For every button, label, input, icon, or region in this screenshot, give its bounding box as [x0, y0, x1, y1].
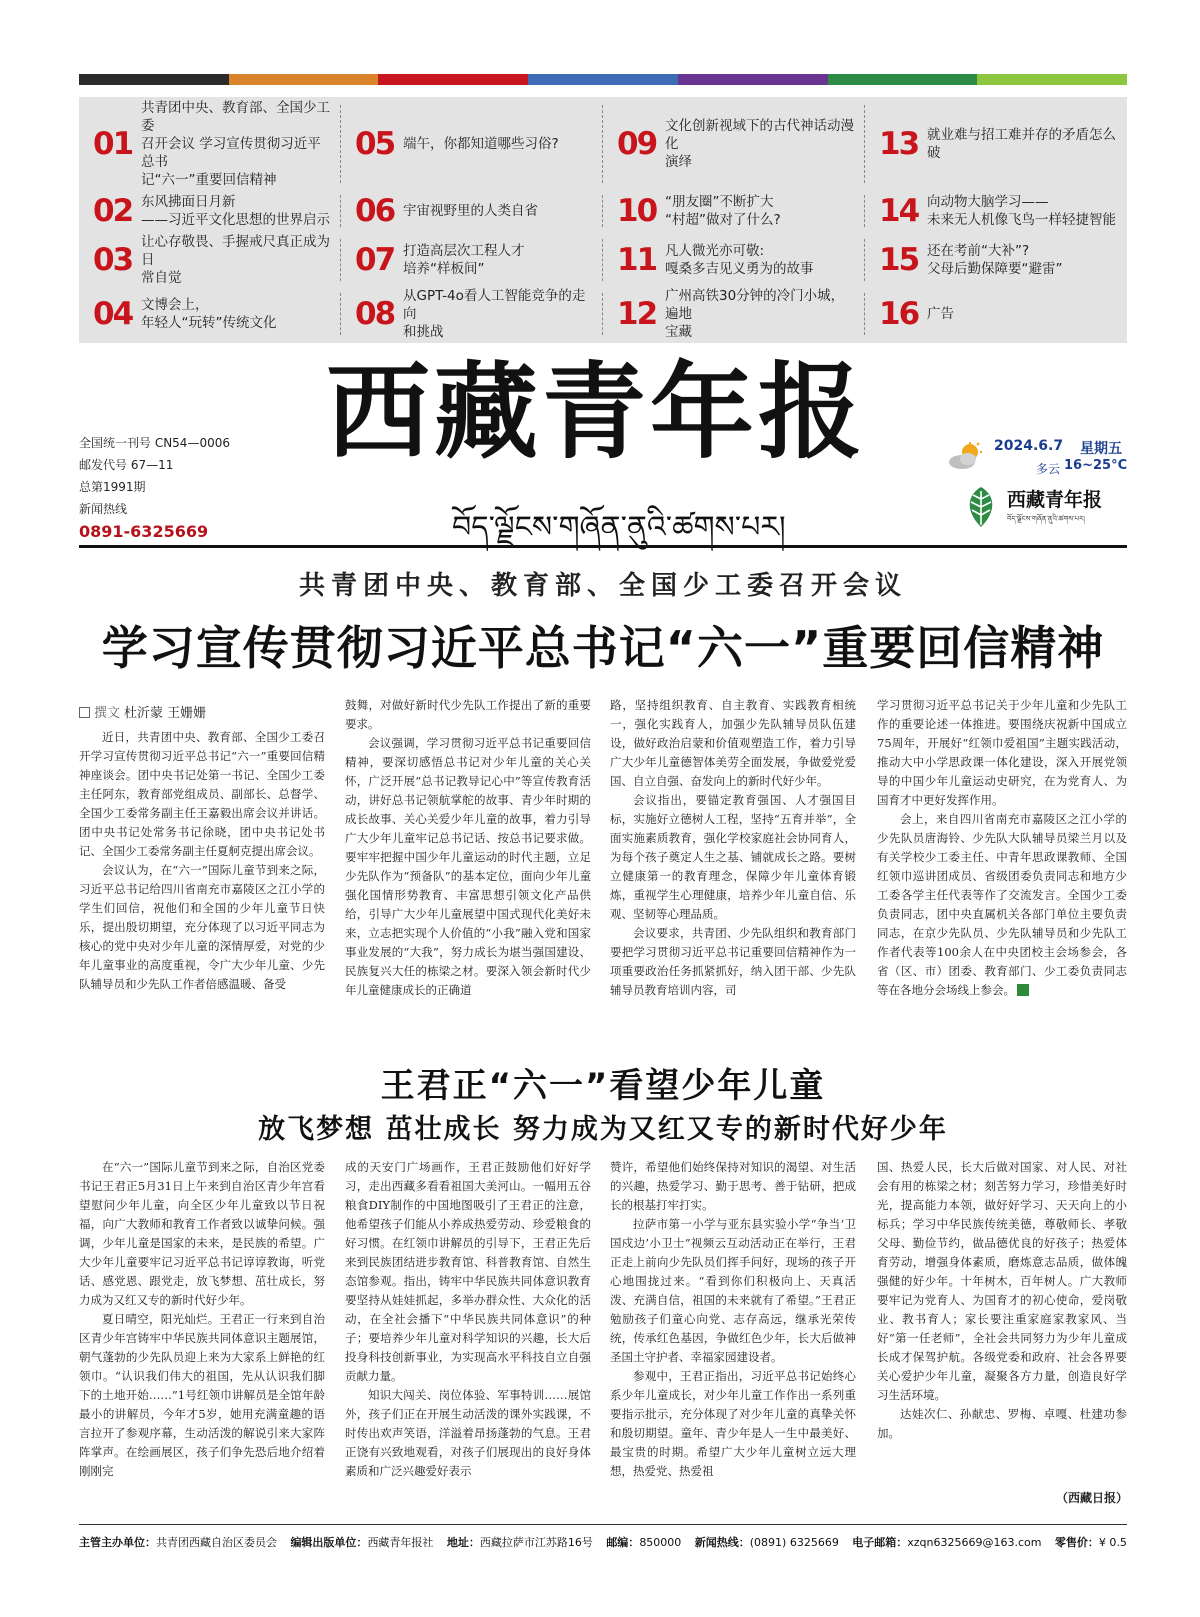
weather-condition: 多云 — [1036, 462, 1061, 476]
toc-title: 文化创新视域下的古代神话动漫化 演绎 — [665, 118, 854, 170]
issn-line: 全国统一刊号 CN54—0006 — [79, 436, 230, 450]
footer-address: 地址：西藏拉萨市江苏路16号 — [446, 1536, 593, 1549]
toc-item-09[interactable] — [603, 99, 865, 189]
article1-column-3 — [610, 696, 856, 1034]
toc-page-number: 11 — [617, 242, 657, 278]
toc-page-number: 08 — [355, 296, 395, 332]
paragraph: 国、热爱人民，长大后做对国家、对人民、对社会有用的栋梁之材；刻苦努力学习，珍惜美好时光，提高能力本领，做好好学习、天天向上的小标兵；学习中华民族传统美德，尊敬师长、孝敬父母、勤俭节约，做品德优良的好孩子；热爱体育劳动，增强身体素质，磨炼意志品质，做体魄强健的好少年。十年树木，百年树人。广大教师要牢记为党育人、为国育才的初心使命，爱岗敬业、教书育人；家长要注重家庭家教家风、当好“第一任老师”，全社会共同努力为少年儿童成长成才保驾护航。各级党委和政府、社会各界要关心爱护少年儿童，凝聚各方力量，创造良好学习生活环境。 — [877, 1160, 1127, 1402]
paragraph: 成的天安门广场画作，王君正鼓励他们好好学习，走出西藏多看看祖国大美河山。一幅用五谷粮食DIY制作的中国地图吸引了王君正的注意，他希望孩子们能从小养成热爱劳动、珍爱粮食的好习惯。在红领巾讲解员的引导下，王君正先后来到民族团结进步教育馆、科普教育馆、自然生态馆参观。指出，铸牢中华民族共同体意识教育要坚持从娃娃抓起，多举办群众性、大众化的活动，在全社会播下“中华民族共同体意识”的种子；要培养少年儿童对科学知识的兴趣，长大后投身科技创新事业，为实现高水平科技自立自强贡献力量。 — [345, 1160, 591, 1383]
leaf-logo-icon — [963, 485, 999, 529]
byline-authors: 杜沂蒙 王姗姗 — [124, 706, 207, 721]
paragraph: 会议要求，共青团、少先队组织和教育部门要把学习贯彻习近平总书记重要回信精神作为一项重要政治任务抓紧抓好，纳入团干部、少先队辅导员教育培训内容，司 — [610, 926, 856, 997]
toc-item-07[interactable] — [341, 233, 603, 287]
issue-date: 2024.6.7 — [994, 438, 1064, 454]
toc-page-number: 05 — [355, 126, 395, 162]
article1-column-2 — [345, 696, 591, 1034]
footer-editor: 编辑出版单位：西藏青年报社 — [290, 1536, 434, 1549]
paragraph: 学习贯彻习近平总书记关于少年儿童和少先队工作的重要论述一体推进。要围绕庆祝新中国成立75周年，开展好“红领巾爱祖国”主题实践活动，推动大中小学思政课一体化建设，深入开展党领导的中国少年儿童运动史研究，在为党育人、为国育才中更好发挥作用。 — [877, 698, 1127, 807]
paragraph: 近日，共青团中央、教育部、全国少工委召开学习宣传贯彻习近平总书记“六一”重要回信精神座谈会。团中央书记处第一书记、全国少工委主任阿东，教育部党组成员、副部长、总督学、全国少工委常务副主任王嘉毅出席会议并讲话。团中央书记处常务书记徐晓，团中央书记处书记、全国少工委常务副主任夏舸克提出席会议。 — [79, 730, 325, 858]
end-mark-icon — [1017, 984, 1029, 996]
footer-price: 零售价：¥ 0.5 — [1054, 1536, 1127, 1549]
color-bar-segment — [229, 74, 379, 85]
toc-page-number: 16 — [879, 296, 919, 332]
toc-item-10[interactable] — [603, 189, 865, 233]
table-of-contents — [79, 97, 1127, 343]
byline-label: 撰文 — [94, 706, 121, 721]
toc-item-03[interactable] — [79, 233, 341, 287]
color-bar-segment — [79, 74, 229, 85]
footer-email[interactable]: 电子邮箱：xzqn6325669@163.com — [852, 1536, 1042, 1549]
toc-page-number: 06 — [355, 193, 395, 229]
toc-item-08[interactable] — [341, 287, 603, 341]
color-bar-segment — [977, 74, 1127, 85]
toc-title: 广州高铁30分钟的冷门小城，遍地 宝藏 — [665, 288, 845, 340]
toc-page-number: 12 — [617, 296, 657, 332]
toc-item-16[interactable] — [865, 287, 1127, 341]
paragraph: 会上，来自四川省南充市嘉陵区之江小学的少先队员唐海铃、少先队大队辅导员梁兰月以及有关学校少工委主任、中青年思政课教师、全国红领巾巡讲团成员、省级团委负责同志和地方少工委各学主任代表等作了交流发言。全国少工委负责同志，团中央直属机关各部门单位主要负责同志，在京少先队员、少先队辅导员和少先队工作者代表等100余人在中央团校主会场参会，各省（区、市）团委、教育部门、少工委负责同志等在各地分会场线上参会。 — [877, 812, 1127, 997]
footer-zip: 邮编：850000 — [606, 1536, 682, 1549]
paragraph: 路，坚持组织教育、自主教育、实践教育相统一，强化实践育人，加强少先队辅导员队伍建设，做好政治启蒙和价值观塑造工作，着力引导广大少年儿童德智体美劳全面发展，争做爱党爱国、自立自强、奋发向上的新时代好少年。 — [610, 698, 856, 788]
paragraph: 拉萨市第一小学与亚东县实验小学“争当‘卫国戍边’小卫士”视频云互动活动正在举行，王君正走上前向少先队员们挥手问好，现场的孩子开心地围拢过来。“看到你们积极向上、天真活泼、充满自信，祖国的未来就有了希望。”王君正勉励孩子们童心向党、志存高远，继承光荣传统，传承红色基因，争做红色少年，长大后做神圣国土守护者、幸福家园建设者。 — [610, 1217, 856, 1364]
article2-headline: 王君正“六一”看望少年儿童 — [380, 1066, 826, 1106]
toc-page-number: 04 — [93, 296, 133, 332]
toc-title: 还在考前“大补”? 父母后勤保障要“避雷” — [927, 243, 1063, 277]
footer-rule — [79, 1524, 1127, 1525]
toc-title: 向动物大脑学习—— 未来无人机像飞鸟一样轻捷智能 — [927, 194, 1116, 228]
toc-page-number: 09 — [617, 126, 657, 162]
paragraph: 鼓舞，对做好新时代少先队工作提出了新的重要要求。 — [345, 698, 591, 731]
toc-title: 广告 — [927, 306, 954, 322]
issue-number: 总第1991期 — [79, 480, 146, 494]
footer-hotline: 新闻热线：(0891) 6325669 — [694, 1536, 839, 1549]
color-bar-segment — [828, 74, 978, 85]
toc-item-01[interactable] — [79, 99, 341, 189]
paragraph: 夏日晴空，阳光灿烂。王君正一行来到自治区青少年宫铸牢中华民族共同体意识主题展馆，朝气蓬勃的少先队员迎上来为大家系上鲜艳的红领巾。“认识我们伟大的祖国，先从认识我们脚下的土地开始……”1号红领巾讲解员是全馆年龄最小的讲解员，今年才5岁，她用充满童趣的语言拉开了参观序幕，生动活泼的解说引来大家阵阵掌声。在绘画展区，孩子们争先恐后地介绍着刚刚完 — [79, 1312, 325, 1478]
toc-title: 东风拂面日月新 ——习近平文化思想的世界启示 — [141, 194, 330, 228]
toc-title: 从GPT-4o看人工智能竞争的走向 和挑战 — [403, 288, 586, 340]
toc-page-number: 07 — [355, 242, 395, 278]
toc-page-number: 13 — [879, 126, 919, 162]
byline-box-icon — [79, 707, 90, 718]
footer-sponsor: 主管主办单位：共青团西藏自治区委员会 — [79, 1536, 277, 1549]
toc-item-12[interactable] — [603, 287, 865, 341]
article1-column-4 — [877, 696, 1127, 1034]
toc-title: 宇宙视野里的人类自省 — [403, 203, 538, 219]
toc-title: 让心存敬畏、手握戒尺真正成为日 常自觉 — [141, 234, 330, 286]
hotline-label: 新闻热线 — [79, 502, 128, 516]
paragraph: 会议认为，在“六一”国际儿童节到来之际，习近平总书记给四川省南充市嘉陵区之江小学的学生们回信，祝他们和全国的少年儿童节日快乐，提出殷切期望，充分体现了以习近平同志为核心的党中央对少年儿童的深情厚爱，对党的少年儿童事业的高度重视，令广大少年儿童、少先队辅导员和少先队工作者倍感温暖、备受 — [79, 863, 325, 991]
toc-title: 凡人微光亦可敬: 嘎桑多吉见义勇为的故事 — [665, 243, 814, 277]
publication-info — [79, 432, 230, 544]
paragraph: 知识大闯关、岗位体验、军事特训……展馆外，孩子们正在开展生动活泼的课外实践课，不时传出欢声笑语，洋溢着昂扬蓬勃的气息。王君正饶有兴致地观看，对孩子们展现出的良好身体素质和广泛兴趣爱好表示 — [345, 1388, 591, 1478]
postal-code-line: 邮发代号 67—11 — [79, 458, 174, 472]
article1-column-1 — [79, 728, 325, 1034]
toc-item-05[interactable] — [341, 99, 603, 189]
toc-page-number: 14 — [879, 193, 919, 229]
color-bar-segment — [678, 74, 828, 85]
toc-page-number: 01 — [93, 126, 133, 162]
color-bar-segment — [378, 74, 528, 85]
temperature-range: 16~25°C — [1064, 458, 1128, 473]
toc-item-06[interactable] — [341, 189, 603, 233]
article2-column-2 — [345, 1158, 591, 1500]
toc-page-number: 03 — [93, 242, 133, 278]
article2-subhead: 放飞梦想 茁壮成长 努力成为又红又专的新时代好少年 — [258, 1114, 948, 1145]
article2-column-3 — [610, 1158, 856, 1500]
toc-title: “朋友圈”不断扩大 “村超”做对了什么? — [665, 194, 781, 228]
footer — [79, 1534, 1127, 1550]
toc-page-number: 10 — [617, 193, 657, 229]
toc-item-13[interactable] — [865, 99, 1127, 189]
paragraph: 赞许，希望他们始终保持对知识的渴望、对生活的兴趣，热爱学习、勤于思考、善于钻研，把成长的根基打牢打实。 — [610, 1160, 856, 1212]
weather-box — [948, 438, 1133, 480]
toc-page-number: 02 — [93, 193, 133, 229]
article1-kicker: 共青团中央、教育部、全国少工委召开会议 — [298, 571, 907, 601]
article1-byline — [79, 702, 206, 721]
article2-source: （西藏日报） — [1056, 1491, 1129, 1505]
paragraph: 会议强调，学习贯彻习近平总书记重要回信精神，要深切感悟总书记对少年儿童的关心关怀，广泛开展“总书记教导记心中”等宣传教育活动，讲好总书记领航掌舵的故事、青少年时期的成长故事、关心关爱少年儿童的故事，着力引导广大少年儿童牢记总书记话、按总书记要求做。要牢牢把握中国少年儿童运动的时代主题，立足少先队作为“预备队”的基本定位，面向少年儿童强化国情形势教育、丰富思想引领文化产品供给，引导广大少年儿童展望中国式现代化美好未来，立志把实现个人价值的“小我”融入党和国家事业发展的“大我”，努力成长为堪当强国建设、民族复兴大任的栋梁之材。要深入领会新时代少年儿童健康成长的正确道 — [345, 736, 591, 997]
toc-title: 文博会上， 年轻人“玩转”传统文化 — [141, 297, 277, 331]
toc-page-number: 15 — [879, 242, 919, 278]
article2-column-1 — [79, 1158, 325, 1500]
color-bar — [79, 74, 1127, 85]
paragraph: 达娃次仁、孙献忠、罗梅、卓嘎、杜建功参加。 — [877, 1407, 1127, 1440]
brand-logo-block — [963, 485, 1133, 531]
toc-title: 端午，你都知道哪些习俗? — [403, 136, 559, 152]
masthead-tibetan: བོད་ལྗོངས་གཞོན་ནུའི་ཚགས་པར། — [452, 510, 786, 545]
toc-item-11[interactable] — [603, 233, 865, 287]
brand-tibetan: བོད་ལྗོངས་གཞོན་ནུའི་ཚགས་པར། — [1007, 515, 1085, 523]
article1-headline: 学习宣传贯彻习近平总书记“六一”重要回信精神 — [101, 621, 1105, 675]
hotline-number: 0891-6325669 — [79, 522, 209, 541]
paragraph: 会议指出，要锚定教育强国、人才强国目标，实施好立德树人工程，坚持“五育并举”，全面实施素质教育，强化学校家庭社会协同育人，为每个孩子奠定人生之基、铺就成长之路。要树立健康第一的教育理念，保障少年儿童体育锻炼，重视学生心理健康，培养少年儿童自信、乐观、坚韧等心理品质。 — [610, 793, 856, 921]
masthead-rule — [79, 545, 1127, 548]
partly-cloudy-icon — [948, 442, 984, 470]
toc-item-02[interactable] — [79, 189, 341, 233]
toc-title: 共青团中央、教育部、全国少工委 召开会议 学习宣传贯彻习近平总书 记“六一”重要回信精神 — [141, 100, 330, 188]
toc-item-14[interactable] — [865, 189, 1127, 233]
article2-column-4 — [877, 1158, 1127, 1484]
color-bar-segment — [528, 74, 678, 85]
weekday: 星期五 — [1080, 441, 1122, 457]
masthead-title: 西藏青年报 — [326, 350, 867, 473]
toc-title: 就业难与招工难并存的矛盾怎么破 — [927, 127, 1116, 161]
toc-item-15[interactable] — [865, 233, 1127, 287]
paragraph: 参观中，王君正指出，习近平总书记始终心系少年儿童成长，对少年儿童工作作出一系列重要指示批示，充分体现了对少年儿童的真挚关怀和殷切期望。童年、青少年是人一生中最美好、最宝贵的时期。希望广大少年儿童树立远大理想，热爱党、热爱祖 — [610, 1369, 856, 1478]
brand-name: 西藏青年报 — [1007, 489, 1103, 511]
toc-title: 打造高层次工程人才 培养“样板间” — [403, 243, 525, 277]
paragraph: 在“六一”国际儿童节到来之际，自治区党委书记王君正5月31日上午来到自治区青少年宫看望慰问少年儿童，向全区少年儿童致以节日祝福，向广大教师和教育工作者致以诚挚问候。强调，少年儿童是国家的未来，是民族的希望。广大少年儿童要牢记习近平总书记谆谆教诲，听党话、感党恩、跟党走，放飞梦想、茁壮成长，努力成为又红又专的新时代好少年。 — [79, 1160, 325, 1307]
toc-item-04[interactable] — [79, 287, 341, 341]
